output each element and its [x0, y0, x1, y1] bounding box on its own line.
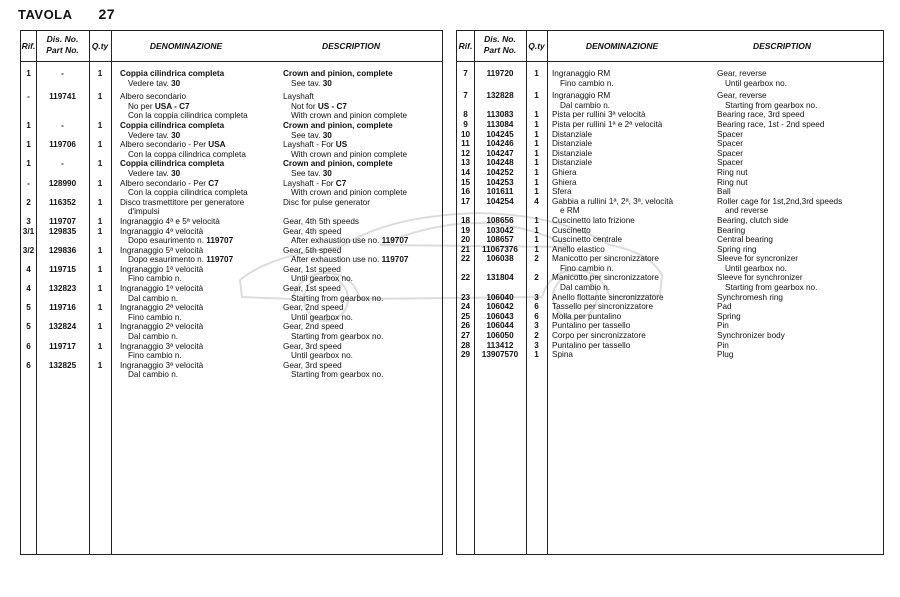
- header-part-no: [36, 34, 89, 56]
- italian-name: Disco trasmettitore per generatore d'impulsi: [120, 197, 245, 217]
- ref-number: 21: [460, 244, 471, 254]
- quantity: 1: [534, 225, 539, 235]
- english-description: Gear, 1st speed Until gearbox no.: [283, 264, 353, 284]
- table-row: [21, 322, 442, 341]
- table-row: [21, 284, 442, 303]
- english-description: Pad: [717, 302, 732, 312]
- ref-number: -: [27, 178, 30, 188]
- quantity: 1: [97, 120, 103, 130]
- english-description: Gear, 5th speed After exhaustion use no. 119707: [283, 245, 409, 265]
- page-title-label: TAVOLA: [18, 7, 73, 22]
- italian-name: Anello elastico: [552, 244, 605, 254]
- table-row: [21, 246, 442, 265]
- table-row: [457, 197, 883, 216]
- quantity: 1: [97, 197, 103, 207]
- quantity: 1: [534, 215, 539, 225]
- ref-number: 5: [26, 322, 31, 332]
- part-number: 119741: [49, 92, 76, 102]
- part-number: 106043: [486, 311, 514, 321]
- part-number: 106040: [486, 292, 514, 302]
- italian-name: Coppia cilindrica completa Vedere tav. 30: [120, 69, 225, 88]
- header-part-no: [474, 34, 526, 56]
- english-description: Gear, 3rd speed Starting from gearbox no.: [283, 360, 384, 380]
- table-body-left: [21, 69, 442, 380]
- quantity: 1: [97, 341, 103, 351]
- quantity: 1: [97, 322, 103, 332]
- header-denominazione: DENOMINAZIONE: [585, 41, 659, 51]
- part-number: 11067376: [482, 244, 518, 254]
- italian-name: Ingranaggio 1ª velocità Fino cambio n.: [120, 264, 204, 284]
- ref-number: 6: [26, 360, 31, 370]
- ref-number: 25: [460, 311, 471, 321]
- table-row: [21, 121, 442, 140]
- part-number: 132828: [486, 91, 514, 101]
- english-description: Crown and pinion, complete See tav. 30: [283, 69, 393, 88]
- table-row: [21, 361, 442, 380]
- english-description: Gear, 1st speed Starting from gearbox no.: [283, 284, 384, 303]
- quantity: 1: [534, 139, 539, 149]
- italian-name: Distanziale: [552, 158, 593, 168]
- part-number: 119716: [49, 303, 76, 313]
- english-description: Sleeve for synchronizer Starting from gearbox no.: [717, 273, 818, 293]
- header-part-no-line1: Dis. No.: [484, 34, 516, 44]
- english-description: Gear, reverse Until gearbox no.: [717, 69, 787, 88]
- ref-number: 19: [460, 225, 471, 235]
- part-number: 119715: [49, 264, 76, 274]
- italian-name: Anello flottante sincronizzatore: [552, 292, 664, 302]
- ref-number: 22: [460, 273, 471, 283]
- part-number: 108656: [486, 215, 514, 225]
- ref-number: 22: [460, 254, 471, 264]
- page-title: [18, 6, 115, 22]
- table-row: [21, 198, 442, 217]
- table-row: [457, 341, 883, 351]
- english-description: Crown and pinion, complete See tav. 30: [283, 159, 393, 178]
- ref-number: 3/2: [22, 245, 35, 255]
- quantity: 1: [534, 177, 539, 187]
- ref-number: -: [27, 92, 30, 102]
- table-row: [21, 140, 442, 159]
- part-number: 13907570: [481, 350, 519, 360]
- italian-name: Ingranaggio 2ª velocità Dal cambio n.: [120, 322, 204, 342]
- english-description: Bearing race, 1st - 2nd speed: [717, 119, 825, 129]
- part-number: 106038: [486, 254, 514, 264]
- table-row: [457, 226, 883, 236]
- english-description: Gear, 4th 5th speeds: [283, 216, 360, 226]
- english-description: Spacer: [717, 139, 743, 149]
- table-row: [457, 302, 883, 312]
- italian-name: Albero secondario No per USA - C7 Con la coppia cilindrica completa: [120, 92, 248, 121]
- english-description: Plug: [717, 350, 734, 360]
- italian-name: Puntalino per tassello: [552, 321, 631, 331]
- part-number: 113412: [486, 340, 514, 350]
- table-row: [21, 92, 442, 121]
- ref-number: 8: [463, 110, 468, 120]
- quantity: 6: [534, 311, 539, 321]
- quantity: 3: [534, 292, 539, 302]
- italian-name: Cuscinetto: [552, 225, 591, 235]
- quantity: 3: [534, 321, 539, 331]
- part-number: 106042: [486, 302, 514, 312]
- italian-name: Cuscinetto lato frizione: [552, 215, 635, 225]
- part-number: 132825: [48, 360, 77, 370]
- ref-number: 5: [26, 303, 31, 313]
- english-description: Ring nut: [717, 177, 748, 187]
- table-row: [21, 159, 442, 178]
- part-number: -: [61, 69, 64, 78]
- quantity: 1: [534, 167, 539, 177]
- italian-name: Puntalino per tassello: [552, 340, 631, 350]
- italian-name: Gabbia a rullini 1ª, 2ª, 3ª, velocità e RM: [552, 196, 674, 216]
- part-number: 101611: [486, 187, 514, 197]
- italian-name: Distanziale: [552, 139, 593, 149]
- quantity: 1: [97, 284, 103, 294]
- english-description: Central bearing: [717, 235, 773, 245]
- table-row: [457, 312, 883, 322]
- quantity: 2: [534, 273, 539, 283]
- quantity: 1: [97, 69, 103, 78]
- quantity: 1: [97, 140, 103, 150]
- part-number: 104253: [486, 177, 514, 187]
- table-row: [21, 342, 442, 361]
- header-part-no-line1: Dis. No.: [46, 34, 79, 44]
- english-description: Bearing race, 3rd speed: [717, 110, 805, 120]
- ref-number: 11: [461, 139, 470, 149]
- english-description: Crown and pinion, complete See tav. 30: [283, 120, 393, 140]
- ref-number: 3: [26, 216, 31, 226]
- quantity: 1: [97, 178, 103, 188]
- italian-name: Pista per rullini 3ª velocità: [552, 110, 646, 120]
- part-number: 119717: [49, 341, 76, 351]
- quantity: 1: [534, 69, 539, 78]
- italian-name: Distanziale: [552, 148, 593, 158]
- english-description: Gear, reverse Starting from gearbox no.: [717, 91, 818, 110]
- quantity: 1: [534, 119, 539, 129]
- part-number: 104246: [486, 139, 514, 149]
- header-part-no-line2: Part No.: [483, 45, 517, 55]
- english-description: Disc for pulse generator: [283, 197, 370, 207]
- quantity: 1: [534, 187, 539, 197]
- italian-name: Corpo per sincronizzatore: [552, 331, 646, 341]
- ref-number: 2: [26, 197, 31, 207]
- ref-number: 28: [460, 340, 471, 350]
- italian-name: Ghiera: [552, 177, 577, 187]
- table-row: [457, 273, 883, 292]
- ref-number: 4: [26, 284, 31, 294]
- italian-name: Molla per puntalino: [552, 311, 622, 321]
- part-number: 104245: [486, 129, 514, 139]
- parts-table-right: [456, 30, 884, 555]
- italian-name: Albero secondario - Per USA Con la coppa cilindrica completa: [120, 140, 246, 159]
- header-rif: Rif.: [458, 41, 473, 51]
- italian-name: Manicotto per sincronizzatore Fino cambio n.: [552, 254, 659, 273]
- ref-number: 14: [460, 167, 471, 177]
- quantity: 1: [97, 216, 103, 226]
- table-row: [457, 245, 883, 255]
- table-row: [21, 217, 442, 227]
- italian-name: Ingranaggio 4ª velocità Dopo esaurimento n. 119707: [120, 226, 234, 246]
- italian-name: Ingranaggio RM Fino cambio n.: [552, 69, 614, 88]
- ref-number: 4: [26, 264, 31, 274]
- part-number: 119720: [486, 69, 514, 78]
- english-description: Pin: [717, 321, 729, 331]
- ref-number: 1: [26, 140, 31, 150]
- header-denominazione: DENOMINAZIONE: [149, 41, 223, 51]
- ref-number: 1: [26, 159, 31, 169]
- part-number: 104254: [486, 196, 514, 206]
- ref-number: 17: [460, 196, 471, 206]
- ref-number: 13: [460, 158, 471, 168]
- english-description: Gear, 2nd speed Starting from gearbox no.: [283, 322, 384, 342]
- italian-name: Ingranaggio 5ª velocità Dopo esaurimento n. 119707: [120, 245, 234, 265]
- part-number: 131804: [486, 273, 514, 283]
- part-number: 119706: [49, 140, 76, 150]
- quantity: 1: [534, 110, 539, 120]
- quantity: 6: [534, 302, 539, 312]
- table-body-right: [457, 69, 883, 360]
- quantity: 1: [534, 235, 539, 245]
- parts-table-left: [20, 30, 443, 555]
- english-description: Gear, 2nd speed Until gearbox no.: [283, 303, 353, 322]
- part-number: 132824: [48, 322, 77, 332]
- table-row: [457, 168, 883, 178]
- table-row: [457, 91, 883, 110]
- table-row: [21, 265, 442, 284]
- ref-number: 12: [460, 148, 471, 158]
- italian-name: Pista per rullini 1ª e 2ª velocità: [552, 119, 663, 129]
- table-row: [21, 179, 442, 198]
- italian-name: Tassello per sincronizzatore: [552, 302, 654, 312]
- table-header: [457, 31, 883, 62]
- table-row: [21, 227, 442, 246]
- ref-number: 7: [463, 69, 468, 78]
- table-row: [457, 350, 883, 360]
- part-number: 129836: [48, 245, 77, 255]
- italian-name: Manicotto per sincronizzatore Dal cambio n.: [552, 273, 659, 293]
- part-number: 129835: [48, 226, 77, 236]
- italian-name: Spina: [552, 350, 573, 360]
- part-number: 106044: [486, 321, 514, 331]
- part-number: -: [61, 159, 64, 169]
- italian-name: Coppia cilindrica completa Vedere tav. 30: [120, 120, 225, 140]
- table-row: [457, 110, 883, 120]
- quantity: 1: [97, 226, 103, 236]
- italian-name: Ingranaggio 3ª velocità Dal cambio n.: [120, 360, 204, 380]
- part-number: 132823: [48, 284, 77, 294]
- english-description: Layshaft - For US With crown and pinion complete: [283, 140, 408, 159]
- part-number: 104247: [486, 148, 514, 158]
- table-row: [457, 178, 883, 188]
- page-number: 27: [98, 6, 116, 22]
- table-row: [457, 331, 883, 341]
- english-description: Ring nut: [717, 167, 748, 177]
- ref-number: 27: [460, 331, 471, 341]
- ref-number: 10: [460, 129, 471, 139]
- english-description: Spacer: [717, 148, 743, 158]
- table-row: [457, 187, 883, 197]
- quantity: 4: [534, 196, 539, 206]
- part-number: 113083: [486, 110, 514, 120]
- table-row: [457, 120, 883, 130]
- english-description: Spring: [717, 311, 741, 321]
- quantity: 1: [534, 91, 539, 101]
- quantity: 1: [97, 245, 103, 255]
- header-description: DESCRIPTION: [321, 41, 381, 51]
- ref-number: 29: [460, 350, 471, 360]
- part-number: 103042: [486, 225, 514, 235]
- table-row: [457, 216, 883, 226]
- quantity: 1: [97, 92, 103, 102]
- english-description: Layshaft - For C7 With crown and pinion complete: [283, 178, 408, 198]
- quantity: 1: [97, 159, 103, 169]
- italian-name: Ghiera: [552, 167, 577, 177]
- ref-number: 6: [26, 341, 31, 351]
- part-number: 108657: [486, 235, 514, 245]
- english-description: Ball: [717, 187, 731, 197]
- english-description: Synchronizer body: [717, 331, 785, 341]
- ref-number: 3/1: [22, 226, 35, 236]
- quantity: 2: [534, 331, 539, 341]
- ref-number: 9: [463, 119, 468, 129]
- header-rif: Rif.: [21, 41, 36, 51]
- quantity: 1: [97, 360, 103, 370]
- english-description: Synchromesh ring: [717, 292, 783, 302]
- italian-name: Ingranaggio 4ª e 5ª velocità: [120, 216, 220, 226]
- header-qty: Q.ty: [91, 41, 109, 51]
- quantity: 1: [534, 148, 539, 158]
- part-number: 116352: [49, 197, 76, 207]
- ref-number: 20: [460, 235, 471, 245]
- ref-number: 26: [460, 321, 471, 331]
- table-row: [457, 254, 883, 273]
- ref-number: 15: [460, 177, 471, 187]
- english-description: Bearing: [717, 225, 746, 235]
- italian-name: Ingranaggio 1ª velocità Dal cambio n.: [120, 284, 204, 303]
- english-description: Spacer: [717, 129, 743, 139]
- ref-number: 1: [26, 69, 31, 78]
- quantity: 1: [534, 350, 539, 360]
- table-row: [457, 139, 883, 149]
- ref-number: 24: [460, 302, 471, 312]
- italian-name: Cuscinetto centrale: [552, 235, 623, 245]
- table-header: [21, 31, 442, 62]
- english-description: Gear, 3rd speed Until gearbox no.: [283, 341, 353, 361]
- ref-number: 23: [460, 292, 471, 302]
- italian-name: Ingranaggio 3ª velocità Fino cambio n.: [120, 341, 204, 361]
- italian-name: Coppia cilindrica completa Vedere tav. 30: [120, 159, 225, 178]
- table-row: [21, 69, 442, 88]
- table-row: [457, 158, 883, 168]
- quantity: 1: [97, 264, 103, 274]
- table-row: [457, 149, 883, 159]
- quantity: 1: [534, 129, 539, 139]
- part-number: 104248: [486, 158, 514, 168]
- part-number: 104252: [486, 167, 514, 177]
- english-description: Layshaft Not for US - C7 With crown and pinion complete: [283, 92, 408, 121]
- english-description: Pin: [717, 340, 729, 350]
- italian-name: Albero secondario - Per C7 Con la coppia cilindrica completa: [120, 178, 248, 198]
- quantity: 2: [534, 254, 539, 264]
- ref-number: 16: [460, 187, 471, 197]
- table-row: [457, 69, 883, 88]
- header-qty: Q.ty: [528, 41, 545, 51]
- table-row: [457, 321, 883, 331]
- header-part-no-line2: Part No.: [46, 45, 79, 55]
- part-number: 119707: [49, 216, 76, 226]
- quantity: 3: [534, 340, 539, 350]
- table-row: [457, 130, 883, 140]
- english-description: Sleeve for syncronizer Until gearbox no.: [717, 254, 798, 273]
- part-number: 113084: [486, 119, 514, 129]
- part-number: 106050: [486, 331, 514, 341]
- table-row: [21, 303, 442, 322]
- part-number: 128990: [48, 178, 77, 188]
- quantity: 1: [534, 244, 539, 254]
- header-description: DESCRIPTION: [752, 41, 812, 51]
- quantity: 1: [534, 158, 539, 168]
- english-description: Gear, 4th speed After exhaustion use no. 119707: [283, 226, 409, 246]
- ref-number: 7: [463, 91, 468, 101]
- italian-name: Sfera: [552, 187, 572, 197]
- english-description: Bearing, clutch side: [717, 215, 789, 225]
- italian-name: Ingranaggio 2ª velocità Fino cambio n.: [120, 303, 204, 322]
- english-description: Spring ring: [717, 244, 757, 254]
- part-number: -: [61, 120, 64, 130]
- english-description: Roller cage for 1st,2nd,3rd speeds and reverse: [717, 196, 843, 216]
- ref-number: 18: [460, 215, 471, 225]
- italian-name: Ingranaggio RM Dal cambio n.: [552, 91, 611, 110]
- quantity: 1: [97, 303, 103, 313]
- english-description: Spacer: [717, 158, 743, 168]
- table-row: [457, 293, 883, 303]
- italian-name: Distanziale: [552, 129, 593, 139]
- ref-number: 1: [26, 120, 31, 130]
- table-row: [457, 235, 883, 245]
